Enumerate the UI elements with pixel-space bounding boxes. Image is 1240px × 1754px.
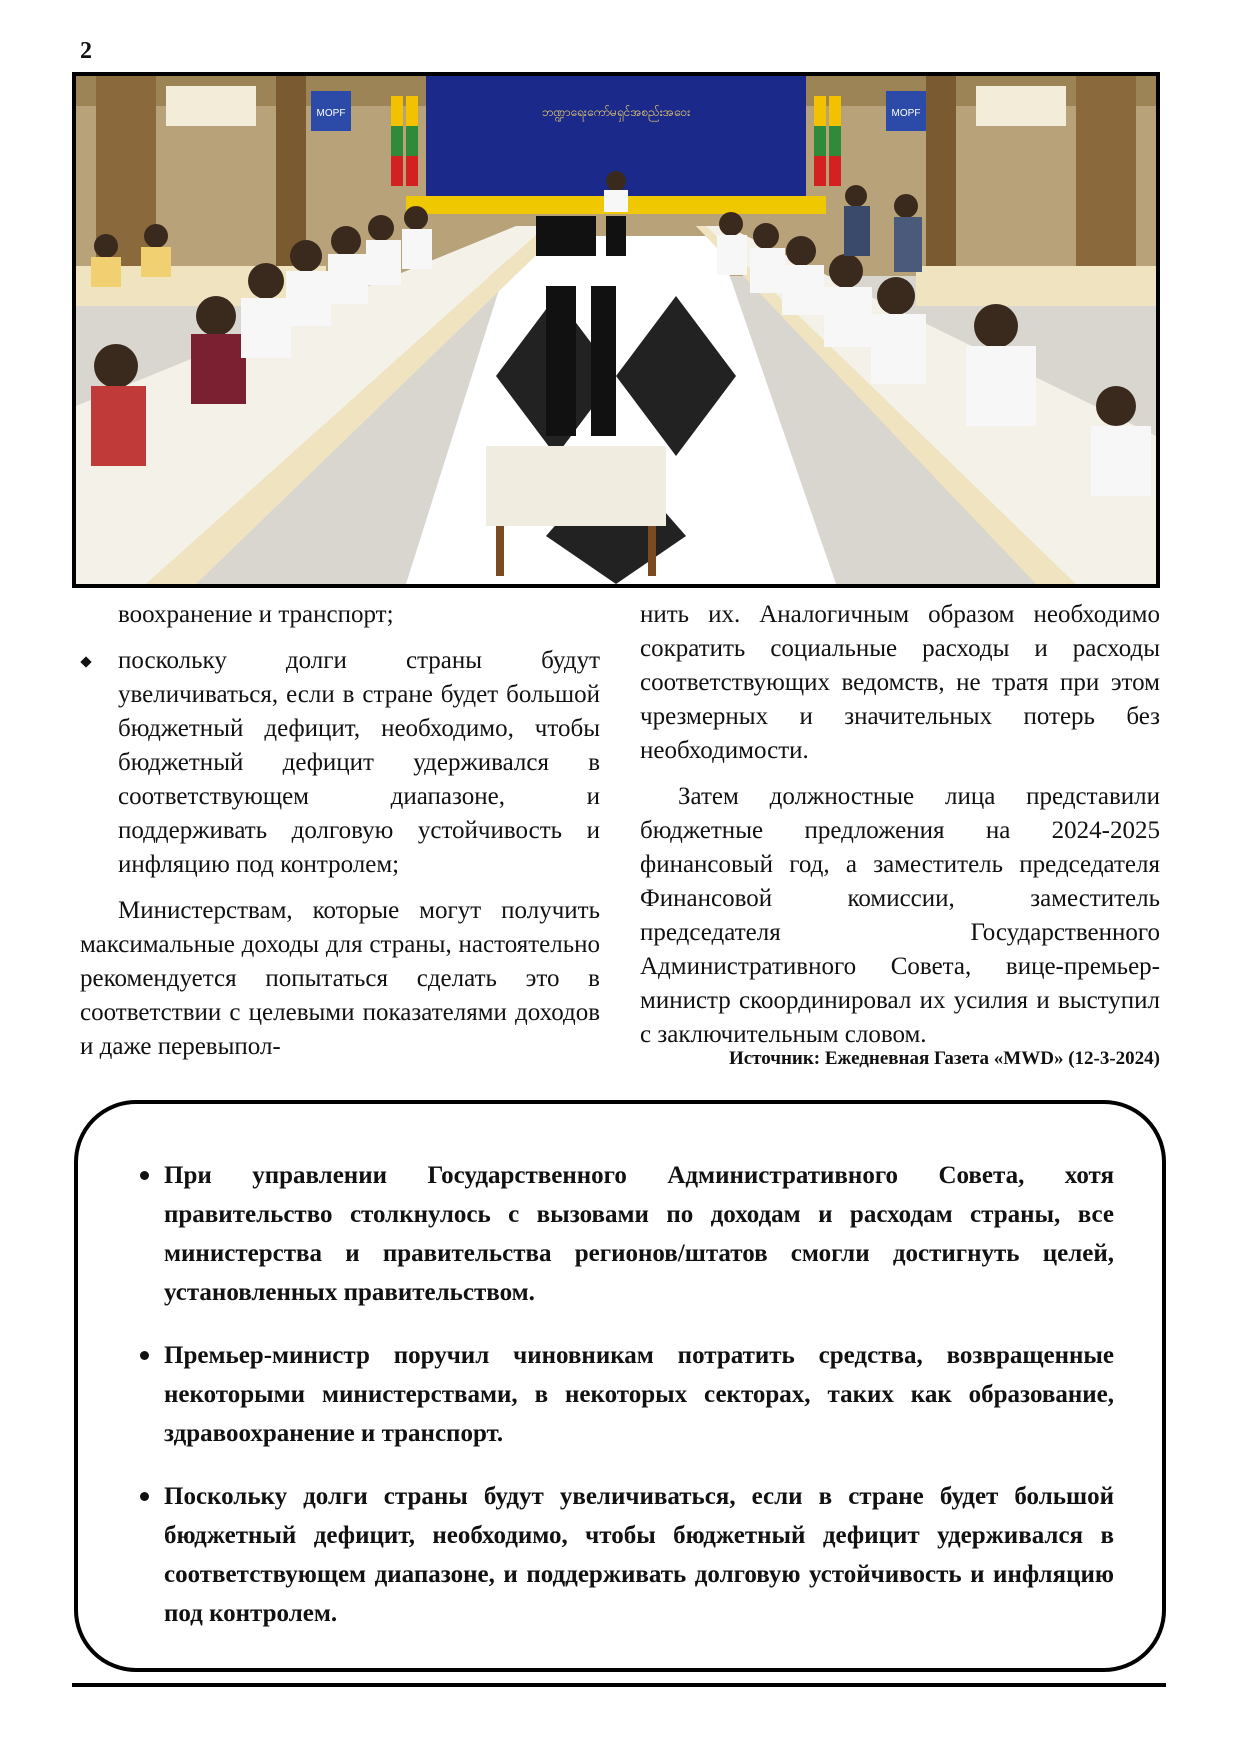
summary-box (74, 1100, 1166, 1672)
svg-text:MOPF: MOPF (316, 108, 346, 119)
article-paragraph: Затем должностные лица представили бюджетные предложения на 2024-2025 финансовый год, а заместитель председателя Финансовой комиссии, заместитель председателя Государственного Административного Совета, вице-премьер-министр скоординировал их усилия и выступил с заключительным словом. (640, 783, 1160, 1048)
summary-item-text: При управлении Государственного Административного Совета, хотя правительство столкнулось с вызовами по доходам и расходам страны, все министерства и правительства регионов/штатов смогли достигнуть целей, установленных правительством. (164, 1162, 1114, 1306)
summary-item (164, 1336, 1114, 1453)
article-continued-line: воохранение и транспорт; (118, 601, 394, 628)
meeting-photo-illustration (76, 76, 1156, 584)
bullet-dot-icon (140, 1171, 149, 1180)
diamond-bullet-icon (80, 656, 91, 667)
article-paragraph: нить их. Аналогичным образом необходимо сократить социальные расходы и расходы соответствующих ведомств, не тратя при этом чрезмерных и значительных потерь без необходимости. (640, 601, 1160, 764)
page-number: 2 (80, 38, 92, 64)
article-paragraph: Министерствам, которые могут получить максимальные доходы для страны, настоятельно рекомендуется попытаться сделать это в соответствии с целевыми показателями доходов и даже перевыпол- (80, 897, 600, 1060)
article-left-column (80, 598, 600, 1076)
article-bullet-text: поскольку долги страны будут увеличиваться, если в стране будет большой бюджетный дефицит, необходимо, чтобы бюджетный дефицит удерживался в соответствующем диапазоне, и поддерживать долговую устойчивость и инфляцию под контролем; (118, 647, 600, 878)
svg-text:MOPF: MOPF (891, 108, 921, 119)
bottom-rule (72, 1683, 1166, 1687)
summary-item-text: Поскольку долги страны будут увеличиваться, если в стране будет большой бюджетный дефицит, необходимо, чтобы бюджетный дефицит удерживался в соответствующем диапазоне, и поддерживать долговую устойчивость и инфляцию под контролем. (164, 1483, 1114, 1627)
monitor (536, 216, 596, 256)
bullet-dot-icon (140, 1351, 149, 1360)
meeting-photo (72, 72, 1160, 588)
summary-list (138, 1156, 1114, 1633)
summary-item-text: Премьер-министр поручил чиновникам потратить средства, возвращенные некоторыми министерствами, в некоторых секторах, таких как образование, здравоохранение и транспорт. (164, 1342, 1114, 1447)
article-right-column (640, 598, 1160, 1064)
article-source: Источник: Ежедневная Газета «MWD» (12-3-2024) (728, 1048, 1160, 1069)
bullet-dot-icon (140, 1492, 149, 1501)
article-bullet (80, 644, 600, 882)
svg-text:ဘဏ္ဍာရေးကော်မရှင်အစည်းအဝေး: ဘဏ္ဍာရေးကော်မရှင်အစည်းအဝေး (541, 105, 691, 119)
summary-item (164, 1156, 1114, 1312)
summary-item (164, 1477, 1114, 1633)
